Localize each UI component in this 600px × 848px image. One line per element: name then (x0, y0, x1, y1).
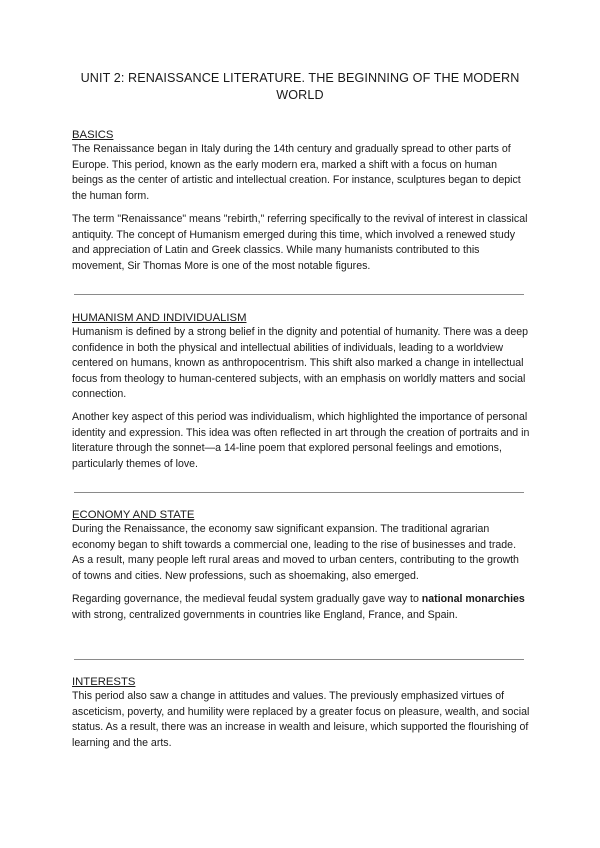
basics-paragraph-2: The term "Renaissance" means "rebirth," referring specifically to the revival of interest in classical antiquity. The concept of Humanism emerged during this time, which involved a renewed study and appreciation of Latin and Greek classics. While many humanists contributed to this movement, Sir Thomas More is one of the most notable figures. (72, 213, 528, 272)
humanism-paragraph-2: Another key aspect of this period was individualism, which highlighted the importance of personal identity and expression. This idea was often reflected in art through the creation of portraits and in literature through the sonnet—a 14-line poem that explored personal feelings and emotions, particularly themes of love. (72, 411, 530, 470)
section-heading-basics: BASICS (72, 129, 114, 141)
document-title: UNIT 2: RENAISSANCE LITERATURE. THE BEGINNING OF THE MODERN WORLD (80, 71, 520, 102)
section-divider (74, 659, 524, 660)
section-divider (74, 294, 524, 295)
governance-emphasis: national monarchies (421, 593, 525, 605)
interests-paragraph-1: This period also saw a change in attitudes and values. The previously emphasized virtues of asceticism, poverty, and humility were replaced by a greater focus on pleasure, wealth, and social status. As a result, there was an increase in wealth and leisure, which supported the flourishing of learning and the arts. (72, 690, 530, 749)
section-heading-interests: INTERESTS (72, 676, 136, 688)
economy-paragraph-2 (72, 592, 530, 623)
humanism-paragraph-1: Humanism is defined by a strong belief in the dignity and potential of humanity. There was a deep confidence in both the physical and intellectual abilities of individuals, leading to a worldview centered on humans, known as anthropocentrism. This shift also marked a change in intellectual focus from theology to human-centered subjects, with an emphasis on worldly matters and social connection. (72, 326, 528, 400)
section-divider (74, 492, 524, 493)
basics-paragraph-1: The Renaissance began in Italy during the 14th century and gradually spread to other parts of Europe. This period, known as the early modern era, marked a shift with a focus on human beings as the center of artistic and intellectual creation. For instance, sculptures began to depict the human form. (72, 143, 521, 202)
section-heading-economy: ECONOMY AND STATE (72, 509, 195, 521)
governance-text-after: with strong, centralized governments in countries like England, France, and Spain. (72, 608, 458, 621)
section-heading-humanism: HUMANISM AND INDIVIDUALISM (72, 312, 247, 324)
economy-paragraph-1: During the Renaissance, the economy saw significant expansion. The traditional agrarian economy began to shift towards a commercial one, leading to the rise of businesses and trade. As a result, many people left rural areas and moved to urban centers, contributing to the growth of towns and cities. New professions, such as shoemaking, also emerged. (72, 523, 519, 582)
governance-text-before: Regarding governance, the medieval feudal system gradually gave way to (72, 593, 422, 605)
